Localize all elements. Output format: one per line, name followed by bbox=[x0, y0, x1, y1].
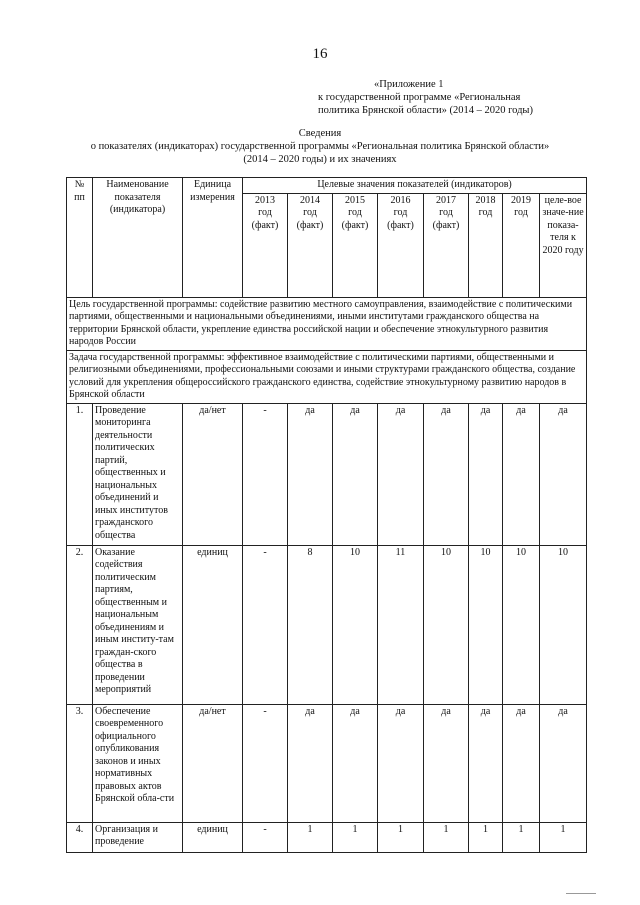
goal-row bbox=[67, 297, 587, 350]
value-2018: да bbox=[469, 704, 503, 822]
value-2018: 10 bbox=[469, 545, 503, 704]
unit: единиц bbox=[183, 545, 243, 704]
row-number: 1. bbox=[67, 403, 93, 545]
table-header-row bbox=[67, 178, 587, 194]
value-2019: 10 bbox=[503, 545, 540, 704]
value-2017: 1 bbox=[424, 822, 469, 852]
value-2020: да bbox=[540, 704, 587, 822]
indicator-name: Обеспечение своевременного официального опубликования законов и иных нормативных правовых актов Брянской обла-сти bbox=[93, 704, 183, 822]
value-2016: 11 bbox=[378, 545, 424, 704]
header-target-values: Целевые значения показателей (индикаторов) bbox=[243, 178, 587, 194]
value-2019: да bbox=[503, 704, 540, 822]
header-year: 2013 год (факт) bbox=[243, 193, 288, 297]
indicator-name: Проведение мониторинга деятельности политических партий, общественных и национальных объединений и иных институтов гражданского общества bbox=[93, 403, 183, 545]
program-task: Задача государственной программы: эффективное взаимодействие с политическими партиями, общественными и религиозными объединениями, профессиональными союзами и иными структурами гражданского общества, создание условий для укрепления общероссийского гражданского единства, содействие этнокультурному развитию народов в Брянской области bbox=[67, 350, 587, 403]
heading-title: Сведения bbox=[298, 128, 342, 139]
indicator-name: Организация и проведение bbox=[93, 822, 183, 852]
header-indicator-name: Наименование показателя (индикатора) bbox=[93, 178, 183, 298]
table-row bbox=[67, 403, 587, 545]
value-2015: да bbox=[333, 704, 378, 822]
value-2017: 10 bbox=[424, 545, 469, 704]
value-2017: да bbox=[424, 704, 469, 822]
header-number: № пп bbox=[67, 178, 93, 298]
appendix-reference bbox=[318, 78, 608, 117]
value-2020: да bbox=[540, 403, 587, 545]
value-2014: да bbox=[288, 704, 333, 822]
header-year: 2016 год (факт) bbox=[378, 193, 424, 297]
value-2013: - bbox=[243, 403, 288, 545]
value-2019: да bbox=[503, 403, 540, 545]
program-goal: Цель государственной программы: содействие развитию местного самоуправления, взаимодействие с политическими партиями, общественными и национальными объединениями, иными институтами гражданского общества на территории Брянской области, укрепление единства российской нации и обеспечение этнокультурного развития народов России bbox=[67, 297, 587, 350]
value-2020: 1 bbox=[540, 822, 587, 852]
value-2013: - bbox=[243, 822, 288, 852]
table-row bbox=[67, 545, 587, 704]
value-2019: 1 bbox=[503, 822, 540, 852]
value-2015: 1 bbox=[333, 822, 378, 852]
row-number: 3. bbox=[67, 704, 93, 822]
value-2015: 10 bbox=[333, 545, 378, 704]
header-target-2020: целе-вое значе-ние показа-теля к 2020 году bbox=[540, 193, 587, 297]
value-2014: 1 bbox=[288, 822, 333, 852]
row-number: 2. bbox=[67, 545, 93, 704]
value-2016: 1 bbox=[378, 822, 424, 852]
value-2018: да bbox=[469, 403, 503, 545]
value-2017: да bbox=[424, 403, 469, 545]
appendix-line: политика Брянской области» (2014 – 2020 годы) bbox=[318, 105, 533, 116]
value-2016: да bbox=[378, 704, 424, 822]
heading-subtitle: о показателях (индикаторах) государственной программы «Региональная политика Брянской области» bbox=[90, 141, 550, 152]
header-year: 2015 год (факт) bbox=[333, 193, 378, 297]
appendix-title: «Приложение 1 bbox=[374, 79, 444, 90]
task-row bbox=[67, 350, 587, 403]
table-row bbox=[67, 822, 587, 852]
page-number: 16 bbox=[312, 46, 328, 62]
indicators-table bbox=[66, 177, 587, 853]
value-2018: 1 bbox=[469, 822, 503, 852]
value-2013: - bbox=[243, 545, 288, 704]
indicator-name: Оказание содействия политическим партиям, общественным и национальным объединениям и иным институ-там граждан-ского общества в проведении мероприятий bbox=[93, 545, 183, 704]
value-2020: 10 bbox=[540, 545, 587, 704]
heading-period: (2014 – 2020 годы) и их значениях bbox=[243, 154, 397, 165]
value-2016: да bbox=[378, 403, 424, 545]
header-unit: Единица измерения bbox=[183, 178, 243, 298]
unit: да/нет bbox=[183, 704, 243, 822]
value-2014: да bbox=[288, 403, 333, 545]
value-2014: 8 bbox=[288, 545, 333, 704]
appendix-line: к государственной программе «Региональная bbox=[318, 92, 521, 103]
header-year: 2019 год bbox=[503, 193, 540, 297]
value-2015: да bbox=[333, 403, 378, 545]
row-number: 4. bbox=[67, 822, 93, 852]
document-heading bbox=[40, 127, 600, 166]
value-2013: - bbox=[243, 704, 288, 822]
header-year: 2014 год (факт) bbox=[288, 193, 333, 297]
unit: единиц bbox=[183, 822, 243, 852]
footer-divider bbox=[566, 893, 596, 894]
header-year: 2017 год (факт) bbox=[424, 193, 469, 297]
unit: да/нет bbox=[183, 403, 243, 545]
header-year: 2018 год bbox=[469, 193, 503, 297]
table-row bbox=[67, 704, 587, 822]
